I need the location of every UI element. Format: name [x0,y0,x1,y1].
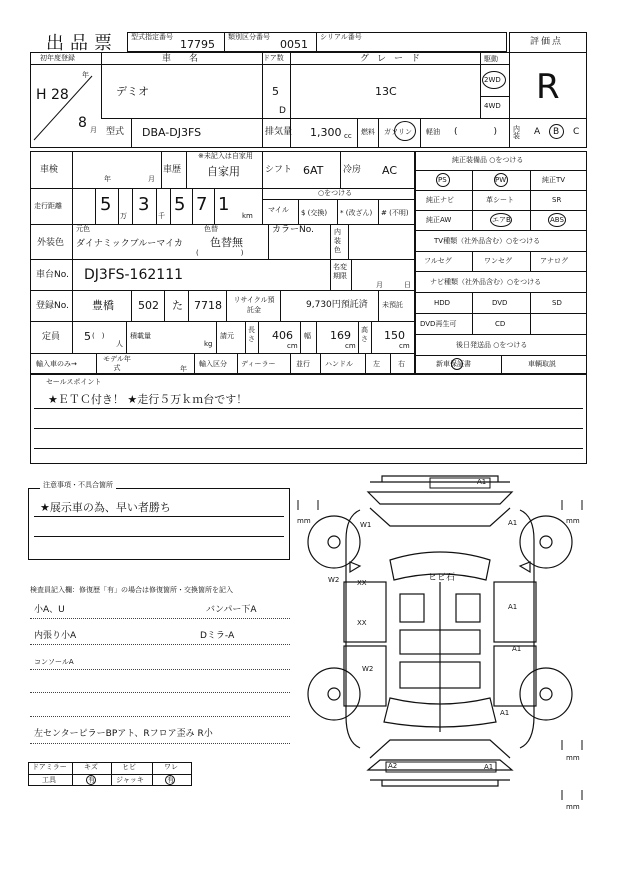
mark-w2-left: W2 [328,576,340,584]
mark-chip: ヒビ石 [428,573,456,583]
doors-value: 5 [272,85,279,98]
inspector-label: 検査員記入欄：修復歴「有」の場合は修復箇所・交換箇所を記入 [30,586,233,594]
date-slash [30,64,102,148]
drive-4wd: 4WD [484,102,501,110]
equip-navi: 純正ナビ [426,196,454,204]
frame-label: 車台No. [36,270,69,280]
nav-sd: SD [552,299,562,307]
tv-analog: アナログ [540,257,568,265]
mark-xx-lower: XX [357,619,367,627]
width-cm: cm [345,342,356,350]
fuel-label: 燃料 [361,128,375,136]
scratch-label: キズ [84,763,98,771]
reg-kana: た [172,299,183,312]
handle-right: 右 [398,360,405,368]
mark-a1-bumper: A1 [484,763,494,771]
height-cm: cm [399,342,410,350]
sales-point-label: セールスポイント [46,378,102,386]
break-label: ワレ [164,763,178,771]
color-value: ダイナミックブルーマイカ [76,239,183,249]
after-title: 後日発送品 ○をつける [456,341,528,349]
ac-value: AC [382,164,398,177]
drive-2wd: 2WD [484,76,501,84]
circle-note: ○をつける [318,189,353,197]
name-change-day: 日 [404,281,411,289]
mark-a1-right-mid: A1 [508,603,518,611]
mark-a1-right-rear: A1 [512,645,522,653]
nav-title: ナビ種類（社外品含む）○をつける [430,278,542,286]
inspection-label: 車検 [40,165,59,175]
rating-label: 評価点 [530,37,564,47]
sales-point-box [30,374,587,464]
name-change-label: 名変期限 [333,263,347,280]
type-designation-value: 17795 [180,38,215,51]
capacity-paren: ( ) [92,332,105,340]
after-manual: 車輌取説 [528,360,556,368]
exchange-label: $ (交換) [301,209,328,217]
reg-label: 登録No. [36,301,69,311]
inspection-year-unit: 年 [104,175,111,183]
model-year-unit: 年 [180,365,187,373]
reg-class: 502 [138,299,159,312]
interior-a: A [534,127,541,137]
equip-ps: PS [438,176,447,184]
cc-unit: cc [344,132,352,140]
displacement-value: 1,300 [310,126,342,139]
equip-tv: 純正TV [542,176,566,184]
year-unit: 年 [82,71,89,79]
history-value: 自家用 [207,165,240,178]
nav-dvd: DVD [492,299,508,307]
grade-value: 13C [375,85,397,98]
notes-label: 注意事項・不具合箇所 [40,482,116,489]
sales-point-text: ★ＥＴＣ付き！ ★走行５万ｋｍ台です！ [48,393,248,406]
crack-label: ヒビ [122,763,136,771]
inspector-line-5-left: 左センターピラーBPアト、Rフロア歪み R小 [34,729,213,739]
car-name-value: デミオ [116,85,149,98]
mileage-digit-5: 1 [218,194,230,215]
model-label: 型式 [106,127,125,137]
mileage-digit-1: 5 [100,194,112,215]
doors-label: ドア数 [263,54,284,62]
model-year-label: モデル年式 [103,355,131,372]
mark-a2: A2 [388,762,398,770]
serial-label: シリアル番号 [320,33,362,41]
handle-left: 左 [373,360,380,368]
man-unit: 万 [120,212,127,220]
nav-hdd: HDD [434,299,451,307]
tv-fullseg: フルセグ [424,257,452,265]
capacity-label: 定員 [42,332,61,342]
displacement-label: 排気量 [265,127,293,137]
drive-label: 駆動 [484,55,498,63]
color-paren: ( ) [196,249,244,257]
equip-abs: ABS [550,216,564,224]
length-value: 406 [272,329,293,342]
equip-pw: PW [495,176,507,184]
mark-w1: W1 [360,521,372,529]
history-label: 車歴 [163,165,182,175]
notes-box [28,488,290,560]
tv-oneseg: ワンセグ [484,257,512,265]
height-label: 高さ [361,326,368,343]
jack-label: ジャッキ [116,776,144,784]
jack-value: 有 [167,776,174,784]
sen-unit: 千 [158,212,165,220]
shift-value: 6AT [303,164,324,177]
recycle-label: リサイクル預託金 [233,296,275,314]
color-number-label: 色替 [204,225,218,233]
load-unit: kg [204,340,213,348]
name-change-month: 月 [376,281,383,289]
equip-sr: SR [552,196,562,204]
car-name-label: 車名 [162,54,217,64]
inspector-line-3-left: コンソールA [34,658,74,666]
load-label: 積載量 [130,332,151,340]
interior-c: C [573,127,580,137]
reg-number: 7718 [194,299,222,312]
mileage-label: 走行距離 [34,202,62,210]
mm-label-1: mm [297,517,311,525]
tools-label: 工具 [42,776,56,784]
light-oil-paren: ( ) [454,127,498,137]
mm-label-2: mm [566,517,580,525]
inspector-line-2-left: 内張り小A [34,631,77,641]
width-label: 幅 [304,332,311,340]
mark-a1-front: A1 [477,478,487,486]
tv-title: TV種類（社外品含む）○をつける [434,237,541,245]
equip-airb: エアB [492,216,511,224]
mm-label-3: mm [566,754,580,762]
bill-label: 請元 [220,332,234,340]
mile-label: マイル [268,206,289,214]
int-color-label: 内装色 [334,228,341,254]
equip-aw: 純正AW [426,216,452,224]
import-label: 輸入車のみ→ [36,360,77,368]
unknown-label: # (不明) [381,209,409,217]
recycle-value: 9,730円預託済 [306,300,368,310]
km-unit: km [242,212,253,220]
light-oil-label: 軽油 [426,128,440,136]
width-value: 169 [330,329,351,342]
mileage-digit-2: 3 [138,194,150,215]
interior-label: 内装 [513,125,520,140]
door-mirror-label: ドアミラー [32,763,67,771]
first-reg-month: 8 [78,115,87,131]
grade-label: グレード [360,54,429,64]
mark-w2-rear: W2 [362,665,374,673]
equip-leather: 革シート [486,196,514,204]
model-value: DBA-DJ3FS [142,126,202,139]
inspector-line-2-right: Dミラ-A [200,631,235,641]
category-value: 0051 [280,38,308,51]
color-no-label: カラーNo. [272,225,314,235]
first-reg-label: 初年度登録 [40,54,75,62]
first-reg-year: H 28 [36,87,69,103]
fuel-value: ガソリン [384,128,412,136]
shift-label: シフト [265,165,293,175]
month-unit: 月 [90,126,97,134]
parallel-option: 並行 [296,360,310,368]
mileage-digit-3: 5 [174,194,186,215]
mark-xx-upper: XX [357,579,367,587]
interior-b: B [553,127,560,137]
form-title: 出品票 [46,33,118,54]
door-type: D [279,106,286,116]
tamper-label: * (改ざん) [340,209,373,217]
reg-area: 豊橋 [92,299,114,312]
mark-a1-rear: A1 [500,709,510,717]
ac-label: 冷房 [343,165,362,175]
rating-value: R [536,67,560,107]
repaint-value: 色替無 [210,236,243,249]
equipment-title: 純正装備品 ○をつける [452,156,524,164]
history-note: ※未記入は自家用 [198,152,253,160]
tools-value: 有 [88,776,95,784]
length-label: 長さ [248,326,255,343]
dealer-option: ディーラー [241,360,276,368]
capacity-unit: 人 [116,340,123,348]
color-label: 外装色 [37,238,65,248]
mm-label-4: mm [566,803,580,811]
category-label: 類別区分番号 [228,33,270,41]
capacity-value: 5 [84,330,91,343]
handle-label: ハンドル [325,360,353,368]
not-deposited: 未預託 [382,301,403,309]
frame-value: DJ3FS-162111 [84,267,184,283]
import-type-label: 輸入区分 [199,360,227,368]
inspector-line-1-left: 小A、U [34,605,65,615]
length-cm: cm [287,342,298,350]
height-value: 150 [384,329,405,342]
after-warranty: 新車保証書 [436,360,471,368]
original-color-label: 元色 [76,225,90,233]
inspector-line-1-right: バンパー下A [206,605,257,615]
mileage-digit-4: 7 [196,194,208,215]
notes-text: ★展示車の為、早い者勝ち [40,501,171,514]
nav-dvd-play: DVD再生可 [420,320,457,328]
nav-cd: CD [495,320,506,328]
inspection-month-unit: 月 [148,175,155,183]
mark-a1-right-front: A1 [508,519,518,527]
type-designation-label: 型式指定番号 [131,33,173,41]
